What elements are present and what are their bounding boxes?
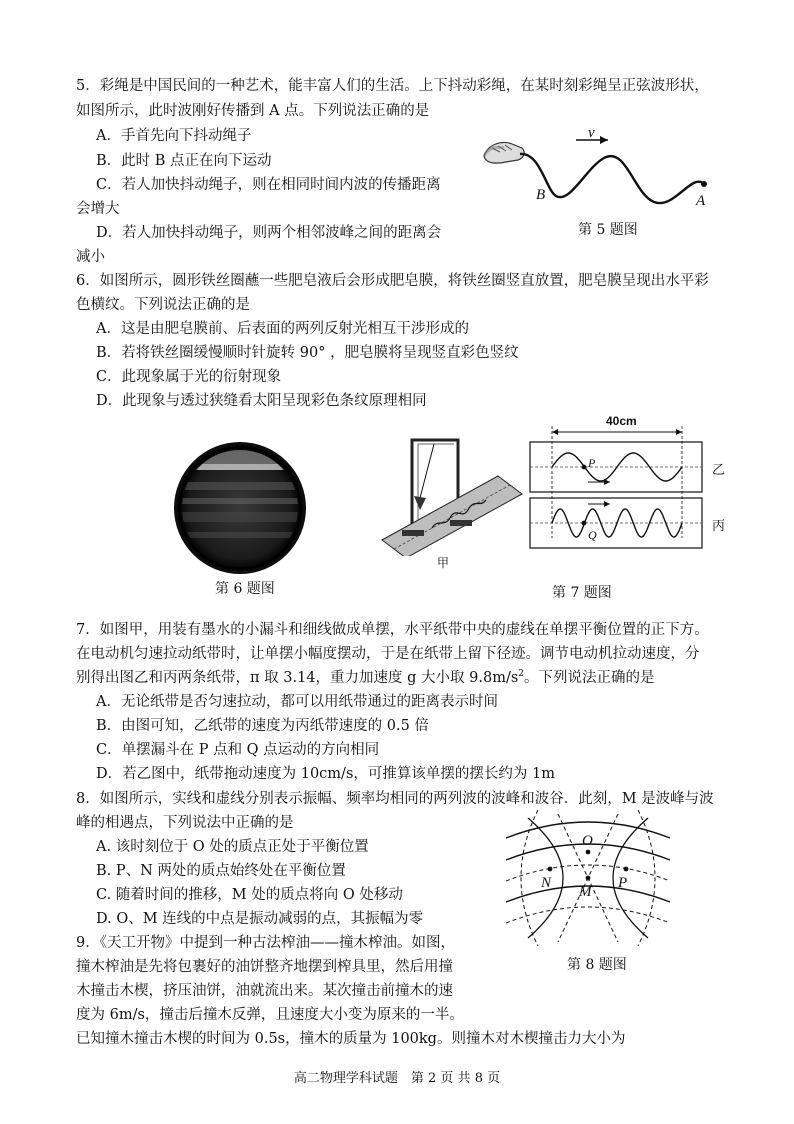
point-q-dot [582, 521, 587, 526]
point-n-dot [548, 867, 553, 872]
q8-fig-label-p: P [618, 875, 628, 891]
q7-option-a: A．无论纸带是否匀速拉动，都可以用纸带通过的距离表示时间 [96, 694, 498, 710]
point-a-dot [701, 181, 707, 187]
q5-option-d-cont: 减小 [76, 249, 105, 265]
q7-fig-label-q: Q [588, 528, 597, 542]
q7-figure-pendulum [372, 432, 530, 556]
q6-stem-line1: 6．如图所示，圆形铁丝圈蘸一些肥皂液后会形成肥皂膜，将铁丝圈竖直放置，肥皂膜呈现出水平彩 [76, 273, 709, 289]
q9-line5: 已知撞木撞击木楔的时间为 0.5s，撞木的质量为 100kg。则撞木对木楔撞击力大小为 [76, 1031, 626, 1047]
q8-option-c: C. 随着时间的推移，M 处的质点将向 O 处移动 [96, 887, 403, 903]
q9-line2: 撞木榨油是先将包裹好的油饼整齐地摆到榨具里，然后用撞 [76, 959, 453, 975]
q8-fig-label-n: N [541, 875, 552, 891]
q8-fig-label-m: M [579, 884, 592, 900]
q5-option-b: B．此时 B 点正在向下运动 [96, 153, 272, 169]
q7-fig-label-length: 40cm [606, 414, 637, 428]
q7-option-c: C．单摆漏斗在 P 点和 Q 点运动的方向相同 [96, 742, 380, 758]
q8-option-b: B. P、N 两处的质点始终处在平衡位置 [96, 863, 346, 879]
q6-stem-line2: 色横纹。下列说法正确的是 [76, 297, 250, 313]
point-p-dot [624, 867, 629, 872]
q8-figure-caption: 第 8 题图 [567, 957, 627, 973]
q5-figure-rope-wave [478, 118, 728, 218]
q6-option-b: B．若将铁丝圈缓慢顺时针旋转 90° ，肥皂膜将呈现竖直彩色竖纹 [96, 345, 519, 361]
q5-fig-label-b: B [536, 187, 546, 203]
q8-stem-line2: 峰的相遇点，下列说法中正确的是 [76, 815, 294, 831]
q6-figure-soap-film [172, 440, 308, 576]
q8-figure-interference [498, 808, 678, 948]
q6-option-c: C．此现象属于光的衍射现象 [96, 369, 282, 385]
q9-line3: 木撞击木楔，挤压油饼，油就流出来。某次撞击前撞木的速 [76, 983, 453, 999]
q5-stem-line1: 5．彩绳是中国民间的一种艺术，能丰富人们的生活。上下抖动彩绳，在某时刻彩绳呈正弦波形状， [76, 78, 709, 94]
q7-stem-line3: 别得出图乙和丙两条纸带，π 取 3.14，重力加速度 g 大小取 $9.8m/s^2$。下列说法正确的是 [76, 669, 655, 686]
point-m-dot [586, 876, 591, 881]
q8-option-a: A. 该时刻位于 O 处的质点正处于平衡位置 [96, 839, 369, 855]
point-p-dot [582, 465, 587, 470]
q8-fig-label-o: O [582, 833, 593, 849]
q8-stem-line1: 8．如图所示，实线和虚线分别表示振幅、频率均相同的两列波的波峰和波谷．此刻，M 是波峰与波 [76, 791, 714, 807]
q5-stem-line2: 如图所示，此时波刚好传播到 A 点。下列说法正确的是 [76, 103, 430, 119]
q7-figure-caption: 第 7 题图 [552, 585, 612, 601]
q9-line4: 度为 6m/s，撞击后撞木反弹，且速度大小变为原来的一半。 [76, 1007, 464, 1023]
q7-stem-line2: 在电动机匀速拉动纸带时，让单摆小幅度摆动，于是在纸带上留下径迹。调节电动机拉动速度，分 [76, 646, 700, 662]
hand-icon [484, 143, 524, 164]
q5-option-a: A．手首先向下抖动绳子 [96, 128, 252, 144]
q7-option-d: D．若乙图中，纸带拖动速度为 10cm/s，可推算该单摆的摆长约为 1m [96, 766, 555, 782]
rope-wave [520, 154, 704, 203]
q5-fig-label-a: A [696, 193, 706, 209]
q5-option-c-cont: 会增大 [76, 201, 120, 217]
q5-fig-label-v: v [588, 125, 595, 141]
q7-stem-line1: 7．如图甲，用装有墨水的小漏斗和细线做成单摆，水平纸带中央的虚线在单摆平衡位置的正下方。 [76, 622, 709, 638]
page-footer: 高二物理学科试题 第 2 页 共 8 页 [293, 1071, 501, 1086]
q7-fig-label-p: P [588, 456, 596, 470]
q6-option-a: A．这是由肥皂膜前、后表面的两列反射光相互干涉形成的 [96, 321, 469, 337]
q7-fig-label-yi: 乙 [712, 463, 726, 478]
q6-figure-caption: 第 6 题图 [215, 581, 275, 597]
q6-option-d: D．此现象与透过狭缝看太阳呈现彩色条纹原理相同 [96, 393, 427, 409]
q8-option-d: D. O、M 连线的中点是振动减弱的点，其振幅为零 [96, 911, 424, 927]
q7-option-b: B．由图可知，乙纸带的速度为丙纸带速度的 0.5 倍 [96, 718, 429, 734]
q9-line1: 9．《天工开物》中提到一种古法榨油——撞木榨油。如图， [76, 935, 455, 951]
q5-option-c: C．若人加快抖动绳子，则在相同时间内波的传播距离 [96, 177, 441, 193]
q7-figure-tapes [528, 418, 708, 556]
q5-option-d: D．若人加快抖动绳子，则两个相邻波峰之间的距离会 [96, 225, 442, 241]
q7-fig-label-jia: 甲 [437, 556, 450, 570]
q5-figure-caption: 第 5 题图 [578, 222, 638, 238]
q7-fig-label-bing: 丙 [712, 519, 726, 534]
